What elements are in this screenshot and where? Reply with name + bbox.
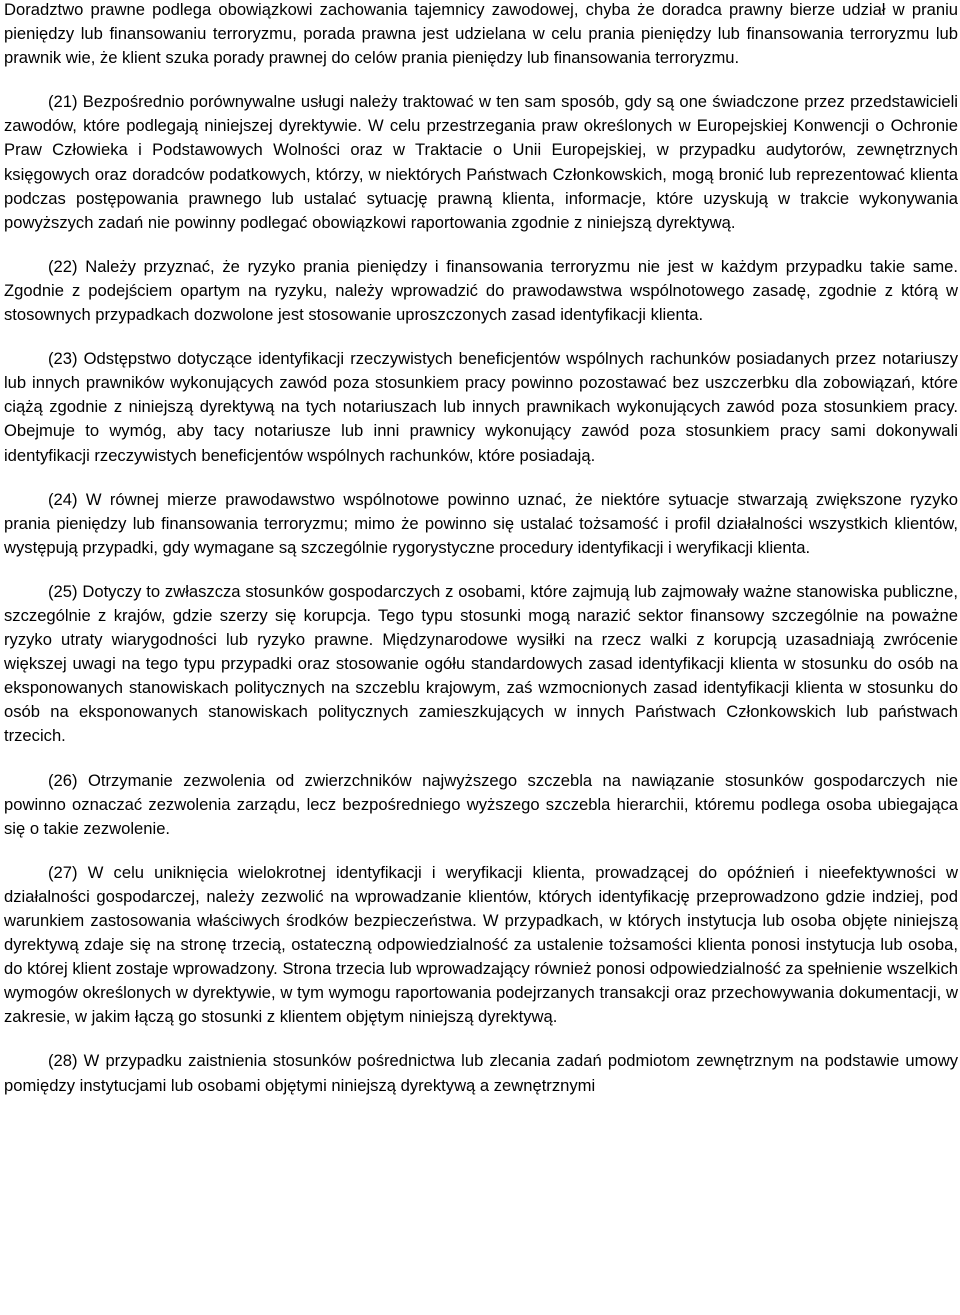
paragraph-27: (27) W celu uniknięcia wielokrotnej identyfikacji i weryfikacji klienta, prowadzącej do opóźnień i nieefektywności w działalności gospodarczej, należy zezwolić na wprowadzanie klientów, których identyfikację przeprowadzono gdzie indziej, pod warunkiem zastosowania właściwych środków bezpieczeństwa. W przypadkach, w których instytucja lub osoba objęte niniejszą dyrektywą zdaje się na stronę trzecią, ostateczną odpowiedzialność za ustalenie tożsamości klienta ponosi instytucja lub osoba, do której klient zostaje wprowadzony. Strona trzecia lub wprowadzający również ponosi odpowiedzialność za spełnienie wszelkich wymogów określonych w dyrektywie, w tym wymogu raportowania podejrzanych transakcji oraz przechowywania dokumentacji, w zakresie, w jakim łączą go stosunki z klientem objętym niniejszą dyrektywą. — [4, 862, 958, 1027]
paragraph-23: (23) Odstępstwo dotyczące identyfikacji rzeczywistych beneficjentów wspólnych rachunków posiadanych przez notariuszy lub innych prawników wykonujących zawód poza stosunkiem pracy powinno pozostawać bez uszczerbku dla zobowiązań, które ciążą zgodnie z niniejszą dyrektywą na tych notariuszach lub innych prawnikach wykonujących zawód poza stosunkiem pracy. Obejmuje to wymóg, aby tacy notariusze lub inni prawnicy wykonujący zawód poza stosunkiem pracy sami dokonywali identyfikacji rzeczywistych beneficjentów wspólnych rachunków, które posiadają. — [4, 349, 958, 465]
paragraph-24: (24) W równej mierze prawodawstwo wspólnotowe powinno uznać, że niektóre sytuacje stwarzają zwiększone ryzyko prania pieniędzy lub finansowania terroryzmu; mimo że powinno się ustalać tożsamość i profil działalności wszystkich klientów, występują przypadki, gdy wymagane są szczególnie rygorystyczne procedury identyfikacji i weryfikacji klienta. — [4, 489, 958, 557]
paragraph-22: (22) Należy przyznać, że ryzyko prania pieniędzy i finansowania terroryzmu nie jest w każdym przypadku takie same. Zgodnie z podejściem opartym na ryzyku, należy wprowadzić do prawodawstwa wspólnotowego zasadę, zgodnie z którą w stosownych przypadkach dozwolone jest stosowanie uproszczonych zasad identyfikacji klienta. — [4, 256, 958, 325]
paragraph-legal-advice-confidentiality: Doradztwo prawne podlega obowiązkowi zachowania tajemnicy zawodowej, chyba że doradca prawny bierze udział w praniu pieniędzy lub finansowaniu terroryzmu, porada prawna jest udzielana w celu prania pieniędzy lub finansowania terroryzmu lub prawnik wie, że klient szuka porady prawnej do celów prania pieniędzy lub finansowania terroryzmu. — [4, 0, 958, 68]
paragraph-26: (26) Otrzymanie zezwolenia od zwierzchników najwyższego szczebla na nawiązanie stosunków gospodarczych nie powinno oznaczać zezwolenia zarządu, lecz bezpośredniego wyższego szczebla hierarchii, któremu podlega osoba ubiegająca się o takie zezwolenie. — [4, 770, 958, 838]
paragraph-25: (25) Dotyczy to zwłaszcza stosunków gospodarczych z osobami, które zajmują lub zajmowały ważne stanowiska publiczne, szczególnie z krajów, gdzie szerzy się korupcja. Tego typu stosunki mogą narazić sektor finansowy szczególnie na poważne ryzyko utraty wiarygodności lub ryzyko prawne. Międzynarodowe wysiłki na rzecz walki z korupcją uzasadniają zwrócenie większej uwagi na tego typu przypadki oraz stosowanie ogółu standardowych zasad identyfikacji klienta w stosunku do osób na eksponowanych stanowiskach politycznych na szczeblu krajowym, zaś wzmocnionych zasad identyfikacji klienta w stosunku do osób na eksponowanych stanowiskach politycznych zamieszkujących w innych Państwach Członkowskich lub państwach trzecich. — [4, 581, 958, 746]
paragraph-21: (21) Bezpośrednio porównywalne usługi należy traktować w ten sam sposób, gdy są one świadczone przez przedstawicieli zawodów, które podlegają niniejszej dyrektywie. W celu przestrzegania praw określonych w Europejskiej Konwencji o Ochronie Praw Człowieka i Podstawowych Wolności oraz w Traktacie o Unii Europejskiej, w przypadku audytorów, zewnętrznych księgowych oraz doradców podatkowych, którzy, w niektórych Państwach Członkowskich, mogą bronić lub reprezentować klienta podczas postępowania prawnego lub ustalać sytuację prawną klienta, informacje, które uzyskują w trakcie wykonywania powyższych zadań nie powinny podlegać obowiązkowi raportowania zgodnie z niniejszą dyrektywą. — [4, 92, 958, 232]
paragraph-28: (28) W przypadku zaistnienia stosunków pośrednictwa lub zlecania zadań podmiotom zewnętrznym na podstawie umowy pomiędzy instytucjami lub osobami objętymi niniejszą dyrektywą a zewnętrznymi — [4, 1051, 958, 1095]
